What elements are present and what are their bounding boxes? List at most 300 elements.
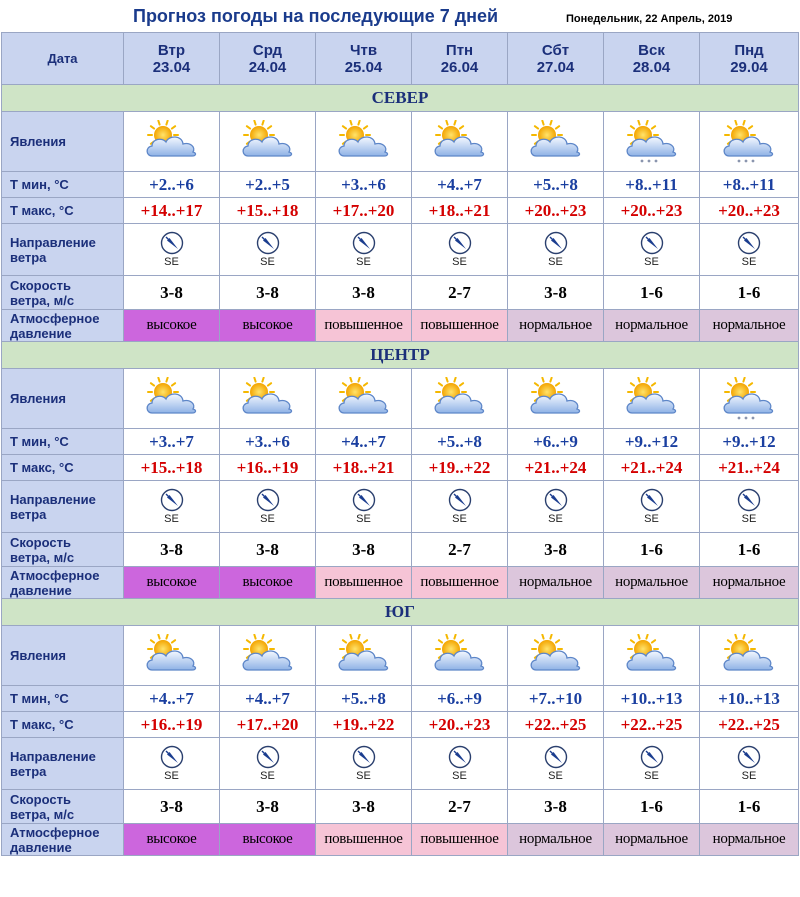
tmax-cell: +20..+23 xyxy=(508,198,604,224)
phenomena-cell xyxy=(412,112,508,172)
pressure-cell: нормальное xyxy=(508,310,604,342)
tmin-cell: +4..+7 xyxy=(220,686,316,712)
phenomena-label-text: Явления xyxy=(10,134,66,149)
tmax-label xyxy=(2,455,124,481)
wind-direction-text: SE xyxy=(452,770,467,782)
wind-direction-text: SE xyxy=(644,256,659,268)
forecast-body xyxy=(2,33,799,856)
wind-direction-text: SE xyxy=(164,770,179,782)
wind-speed-label xyxy=(2,790,124,824)
tmin-cell: +10..+13 xyxy=(604,686,700,712)
wind-direction-text: SE xyxy=(741,513,757,525)
wind-direction-label-text: ветра xyxy=(10,506,47,522)
wind-direction-cell xyxy=(412,738,508,790)
pressure-cell: повышенное xyxy=(412,567,508,599)
wind-direction xyxy=(220,231,315,268)
tmax-cell: +15..+18 xyxy=(220,198,316,224)
wind-compass-icon xyxy=(544,745,568,769)
sun-cloud-icon xyxy=(238,377,298,421)
day-header xyxy=(412,33,508,85)
wind-speed-label-text: Скорость xyxy=(10,791,71,807)
wind-direction-cell xyxy=(412,224,508,276)
phenomena-row xyxy=(2,369,799,429)
tmax-cell: +21..+24 xyxy=(700,455,799,481)
pressure-label xyxy=(2,824,124,856)
day-header xyxy=(700,33,799,85)
phenomena-label-text: Явления xyxy=(10,391,66,406)
phenomena-cell xyxy=(124,369,220,429)
sun-cloud-icon xyxy=(526,377,586,421)
wind-compass-icon xyxy=(352,745,376,769)
day-name: Срд xyxy=(252,41,283,59)
tmin-row xyxy=(2,686,799,712)
pressure-cell: повышенное xyxy=(316,824,412,856)
weather-icon-wrap xyxy=(700,377,798,421)
tmax-cell: +18..+21 xyxy=(412,198,508,224)
sun-cloud-icon xyxy=(142,120,202,164)
wind-compass-icon xyxy=(448,745,472,769)
tmin-cell: +6..+9 xyxy=(412,686,508,712)
wind-speed-row xyxy=(2,533,799,567)
wind-speed-cell: 1-6 xyxy=(700,533,799,567)
wind-direction xyxy=(508,231,603,268)
phenomena-cell xyxy=(220,626,316,686)
pressure-cell: нормальное xyxy=(604,567,700,599)
wind-speed-cell: 3-8 xyxy=(220,790,316,824)
tmin-cell: +8..+11 xyxy=(700,172,799,198)
day-date: 28.04 xyxy=(632,58,671,76)
wind-compass-icon xyxy=(640,745,664,769)
sun-cloud-icon xyxy=(526,634,586,678)
tmin-cell: +10..+13 xyxy=(700,686,799,712)
wind-compass-icon xyxy=(544,488,568,512)
sun-cloud-drizzle-icon xyxy=(719,377,779,421)
wind-compass-icon xyxy=(640,231,664,255)
wind-direction xyxy=(124,745,219,782)
tmax-cell: +20..+23 xyxy=(604,198,700,224)
wind-direction-cell xyxy=(220,738,316,790)
phenomena-cell xyxy=(124,112,220,172)
wind-speed-cell: 3-8 xyxy=(124,533,220,567)
tmin-cell: +3..+6 xyxy=(316,172,412,198)
wind-direction-text: SE xyxy=(356,256,371,268)
wind-direction xyxy=(316,745,411,782)
tmin-label xyxy=(2,686,124,712)
wind-speed-label-text: ветра, м/с xyxy=(10,292,75,308)
day-header xyxy=(508,33,604,85)
sun-cloud-icon xyxy=(622,634,682,678)
wind-direction-text: SE xyxy=(452,513,467,525)
phenomena-label xyxy=(2,369,124,429)
wind-direction-cell xyxy=(508,481,604,533)
pressure-cell: высокое xyxy=(220,310,316,342)
day-name: Втр xyxy=(157,41,186,59)
pressure-label-text: давление xyxy=(10,582,72,598)
wind-direction-cell xyxy=(700,738,799,790)
weather-icon-wrap xyxy=(412,377,507,421)
wind-direction-row xyxy=(2,738,799,790)
wind-direction xyxy=(700,745,798,782)
wind-direction-cell xyxy=(316,224,412,276)
weather-icon-wrap xyxy=(124,120,219,164)
wind-direction-text: SE xyxy=(260,256,275,268)
pressure-cell: нормальное xyxy=(508,567,604,599)
wind-direction-cell xyxy=(316,481,412,533)
pressure-cell: высокое xyxy=(124,310,220,342)
forecast-table xyxy=(1,32,799,856)
day-header xyxy=(604,33,700,85)
weather-icon-wrap xyxy=(220,377,315,421)
phenomena-cell xyxy=(316,626,412,686)
current-date: Понедельник, 22 Апрель, 2019 xyxy=(566,13,733,25)
wind-direction-label-text: Направление xyxy=(10,748,96,764)
tmax-cell: +16..+19 xyxy=(220,455,316,481)
wind-direction-text: SE xyxy=(164,513,179,525)
sun-cloud-icon xyxy=(526,120,586,164)
weather-icon-wrap xyxy=(700,120,798,164)
phenomena-cell xyxy=(508,626,604,686)
wind-direction-row xyxy=(2,481,799,533)
phenomena-label-text: Явления xyxy=(10,648,66,663)
wind-direction xyxy=(508,488,603,525)
wind-direction-cell xyxy=(700,224,799,276)
wind-speed-label xyxy=(2,276,124,310)
region-name: СЕВЕР xyxy=(2,85,799,112)
tmin-cell: +5..+8 xyxy=(316,686,412,712)
wind-speed-label-text: Скорость xyxy=(10,534,71,550)
wind-direction-cell xyxy=(604,481,700,533)
wind-compass-icon xyxy=(544,231,568,255)
wind-compass-icon xyxy=(352,231,376,255)
wind-speed-cell: 3-8 xyxy=(316,276,412,310)
sun-cloud-icon xyxy=(238,634,298,678)
tmin-label xyxy=(2,429,124,455)
tmax-label xyxy=(2,712,124,738)
pressure-label-text: Атмосферное xyxy=(10,310,100,326)
wind-direction-label-text: ветра xyxy=(10,249,47,265)
tmin-row xyxy=(2,172,799,198)
phenomena-cell xyxy=(220,369,316,429)
tmax-label-text: Т макс, °С xyxy=(10,460,74,475)
region-row xyxy=(2,85,799,112)
tmin-cell: +3..+7 xyxy=(124,429,220,455)
wind-direction-label-text: Направление xyxy=(10,491,96,507)
sun-cloud-icon xyxy=(334,120,394,164)
weather-icon-wrap xyxy=(220,634,315,678)
pressure-cell: высокое xyxy=(220,567,316,599)
wind-compass-icon xyxy=(737,745,761,769)
tmax-cell: +21..+24 xyxy=(604,455,700,481)
wind-speed-cell: 2-7 xyxy=(412,790,508,824)
day-name: Вск xyxy=(638,41,665,59)
phenomena-cell xyxy=(700,369,799,429)
tmax-label-text: Т макс, °С xyxy=(10,203,74,218)
wind-speed-cell: 1-6 xyxy=(604,276,700,310)
wind-speed-cell: 1-6 xyxy=(700,276,799,310)
tmax-cell: +14..+17 xyxy=(124,198,220,224)
wind-direction xyxy=(124,231,219,268)
wind-direction-text: SE xyxy=(260,770,275,782)
wind-speed-cell: 3-8 xyxy=(124,790,220,824)
wind-speed-cell: 1-6 xyxy=(604,790,700,824)
tmax-cell: +17..+20 xyxy=(220,712,316,738)
phenomena-cell xyxy=(412,626,508,686)
pressure-label-text: давление xyxy=(10,839,72,855)
day-name: Сбт xyxy=(541,41,570,59)
wind-direction-text: SE xyxy=(548,770,563,782)
weather-icon-wrap xyxy=(508,377,603,421)
tmin-cell: +2..+5 xyxy=(220,172,316,198)
wind-direction xyxy=(316,231,411,268)
sun-cloud-icon xyxy=(334,634,394,678)
wind-speed-cell: 3-8 xyxy=(124,276,220,310)
tmax-cell: +19..+22 xyxy=(412,455,508,481)
region-row xyxy=(2,599,799,626)
tmax-cell: +20..+23 xyxy=(412,712,508,738)
day-header xyxy=(316,33,412,85)
pressure-cell: повышенное xyxy=(412,824,508,856)
tmin-cell: +3..+6 xyxy=(220,429,316,455)
pressure-cell: нормальное xyxy=(604,310,700,342)
day-date: 29.04 xyxy=(730,58,768,76)
pressure-label-text: Атмосферное xyxy=(10,824,100,840)
wind-direction-cell xyxy=(124,738,220,790)
page-header xyxy=(0,0,800,32)
phenomena-cell xyxy=(316,369,412,429)
wind-direction xyxy=(604,745,699,782)
day-header xyxy=(124,33,220,85)
tmax-cell: +18..+21 xyxy=(316,455,412,481)
sun-cloud-drizzle-icon xyxy=(622,120,682,164)
tmin-label xyxy=(2,172,124,198)
day-date: 25.04 xyxy=(344,58,383,76)
weather-icon-wrap xyxy=(412,120,507,164)
wind-direction-label-text: ветра xyxy=(10,763,47,779)
wind-speed-cell: 2-7 xyxy=(412,276,508,310)
day-name: Птн xyxy=(445,41,474,59)
wind-direction-label xyxy=(2,738,124,790)
wind-compass-icon xyxy=(160,745,184,769)
phenomena-cell xyxy=(124,626,220,686)
header-row xyxy=(2,33,799,85)
wind-direction xyxy=(604,231,699,268)
wind-direction-cell xyxy=(508,224,604,276)
wind-speed-cell: 3-8 xyxy=(508,790,604,824)
wind-direction-text: SE xyxy=(548,256,563,268)
tmax-row xyxy=(2,712,799,738)
tmax-row xyxy=(2,455,799,481)
wind-speed-cell: 2-7 xyxy=(412,533,508,567)
phenomena-cell xyxy=(220,112,316,172)
wind-speed-cell: 3-8 xyxy=(508,276,604,310)
wind-speed-cell: 3-8 xyxy=(508,533,604,567)
tmin-label-text: Т мин, °С xyxy=(10,691,69,706)
wind-speed-cell: 3-8 xyxy=(316,533,412,567)
wind-direction xyxy=(412,745,507,782)
pressure-row xyxy=(2,824,799,856)
pressure-label xyxy=(2,567,124,599)
wind-direction xyxy=(604,488,699,525)
tmin-cell: +8..+11 xyxy=(604,172,700,198)
weather-icon-wrap xyxy=(412,634,507,678)
weather-icon-wrap xyxy=(316,634,411,678)
phenomena-cell xyxy=(412,369,508,429)
sun-cloud-icon xyxy=(142,377,202,421)
phenomena-cell xyxy=(316,112,412,172)
pressure-cell: нормальное xyxy=(508,824,604,856)
wind-speed-label-text: Скорость xyxy=(10,277,71,293)
pressure-row xyxy=(2,310,799,342)
tmin-cell: +9..+12 xyxy=(700,429,799,455)
wind-speed-label-text: ветра, м/с xyxy=(10,549,75,565)
weather-icon-wrap xyxy=(604,634,699,678)
wind-compass-icon xyxy=(737,488,761,512)
wind-speed-cell: 3-8 xyxy=(220,276,316,310)
phenomena-cell xyxy=(700,626,799,686)
wind-direction xyxy=(412,231,507,268)
wind-direction-cell xyxy=(124,224,220,276)
wind-direction-cell xyxy=(412,481,508,533)
pressure-label-text: давление xyxy=(10,325,72,341)
wind-direction-row xyxy=(2,224,799,276)
pressure-cell: повышенное xyxy=(316,567,412,599)
tmin-cell: +4..+7 xyxy=(316,429,412,455)
tmin-cell: +5..+8 xyxy=(412,429,508,455)
region-name: ЮГ xyxy=(2,599,799,626)
pressure-cell: повышенное xyxy=(412,310,508,342)
tmax-cell: +16..+19 xyxy=(124,712,220,738)
tmax-cell: +20..+23 xyxy=(700,198,799,224)
wind-compass-icon xyxy=(160,488,184,512)
wind-speed-cell: 1-6 xyxy=(604,533,700,567)
tmin-cell: +4..+7 xyxy=(124,686,220,712)
day-date: 24.04 xyxy=(248,58,287,76)
wind-direction xyxy=(220,745,315,782)
phenomena-cell xyxy=(604,112,700,172)
wind-direction-cell xyxy=(316,738,412,790)
sun-cloud-icon xyxy=(430,120,490,164)
wind-compass-icon xyxy=(160,231,184,255)
day-date: 26.04 xyxy=(440,58,479,76)
tmin-label-text: Т мин, °С xyxy=(10,177,69,192)
wind-direction-cell xyxy=(124,481,220,533)
wind-direction-text: SE xyxy=(741,256,757,268)
wind-direction-text: SE xyxy=(644,513,659,525)
wind-compass-icon xyxy=(640,488,664,512)
wind-speed-cell: 1-6 xyxy=(700,790,799,824)
phenomena-row xyxy=(2,626,799,686)
weather-icon-wrap xyxy=(700,634,798,678)
tmax-label xyxy=(2,198,124,224)
phenomena-cell xyxy=(604,626,700,686)
weather-icon-wrap xyxy=(124,377,219,421)
weather-icon-wrap xyxy=(316,120,411,164)
wind-direction xyxy=(700,488,798,525)
weather-icon-wrap xyxy=(220,120,315,164)
wind-direction-text: SE xyxy=(260,513,275,525)
wind-speed-cell: 3-8 xyxy=(220,533,316,567)
wind-compass-icon xyxy=(256,488,280,512)
sun-cloud-icon xyxy=(142,634,202,678)
sun-cloud-icon xyxy=(334,377,394,421)
sun-cloud-icon xyxy=(719,634,779,678)
tmin-cell: +7..+10 xyxy=(508,686,604,712)
wind-compass-icon xyxy=(448,488,472,512)
tmax-cell: +17..+20 xyxy=(316,198,412,224)
tmax-cell: +22..+25 xyxy=(604,712,700,738)
pressure-cell: высокое xyxy=(124,824,220,856)
sun-cloud-icon xyxy=(430,377,490,421)
tmin-cell: +5..+8 xyxy=(508,172,604,198)
wind-speed-row xyxy=(2,790,799,824)
tmin-cell: +2..+6 xyxy=(124,172,220,198)
pressure-label-text: Атмосферное xyxy=(10,567,100,583)
weather-icon-wrap xyxy=(124,634,219,678)
phenomena-cell xyxy=(604,369,700,429)
sun-cloud-icon xyxy=(238,120,298,164)
wind-direction-cell xyxy=(220,481,316,533)
wind-direction xyxy=(508,745,603,782)
region-row xyxy=(2,342,799,369)
day-date: 27.04 xyxy=(536,58,575,76)
wind-direction xyxy=(700,231,798,268)
pressure-label xyxy=(2,310,124,342)
pressure-cell: нормальное xyxy=(604,824,700,856)
phenomena-label xyxy=(2,112,124,172)
pressure-cell: нормальное xyxy=(700,824,799,856)
weather-icon-wrap xyxy=(316,377,411,421)
weather-icon-wrap xyxy=(508,634,603,678)
region-name: ЦЕНТР xyxy=(2,342,799,369)
wind-direction-text: SE xyxy=(548,513,563,525)
wind-direction xyxy=(124,488,219,525)
wind-direction-label xyxy=(2,224,124,276)
tmax-cell: +22..+25 xyxy=(700,712,799,738)
phenomena-cell xyxy=(508,369,604,429)
tmin-label-text: Т мин, °С xyxy=(10,434,69,449)
pressure-cell: высокое xyxy=(124,567,220,599)
day-date: 23.04 xyxy=(152,58,191,76)
tmax-cell: +22..+25 xyxy=(508,712,604,738)
pressure-cell: высокое xyxy=(220,824,316,856)
wind-direction-text: SE xyxy=(452,256,467,268)
page-title: Прогноз погоды на последующие 7 дней xyxy=(133,6,499,26)
sun-cloud-icon xyxy=(622,377,682,421)
tmin-cell: +6..+9 xyxy=(508,429,604,455)
sun-cloud-icon xyxy=(430,634,490,678)
wind-direction-cell xyxy=(700,481,799,533)
sun-cloud-drizzle-icon xyxy=(719,120,779,164)
day-name: Пнд xyxy=(734,41,764,59)
phenomena-cell xyxy=(700,112,799,172)
wind-direction-label xyxy=(2,481,124,533)
wind-direction-text: SE xyxy=(356,770,371,782)
phenomena-label xyxy=(2,626,124,686)
wind-direction-text: SE xyxy=(164,256,179,268)
wind-speed-label-text: ветра, м/с xyxy=(10,806,75,822)
wind-direction-cell xyxy=(604,224,700,276)
pressure-cell: нормальное xyxy=(700,310,799,342)
wind-compass-icon xyxy=(256,231,280,255)
pressure-cell: повышенное xyxy=(316,310,412,342)
wind-direction-text: SE xyxy=(741,770,757,782)
wind-speed-label xyxy=(2,533,124,567)
wind-speed-cell: 3-8 xyxy=(316,790,412,824)
wind-compass-icon xyxy=(448,231,472,255)
wind-direction-text: SE xyxy=(356,513,371,525)
wind-direction xyxy=(220,488,315,525)
day-header xyxy=(220,33,316,85)
